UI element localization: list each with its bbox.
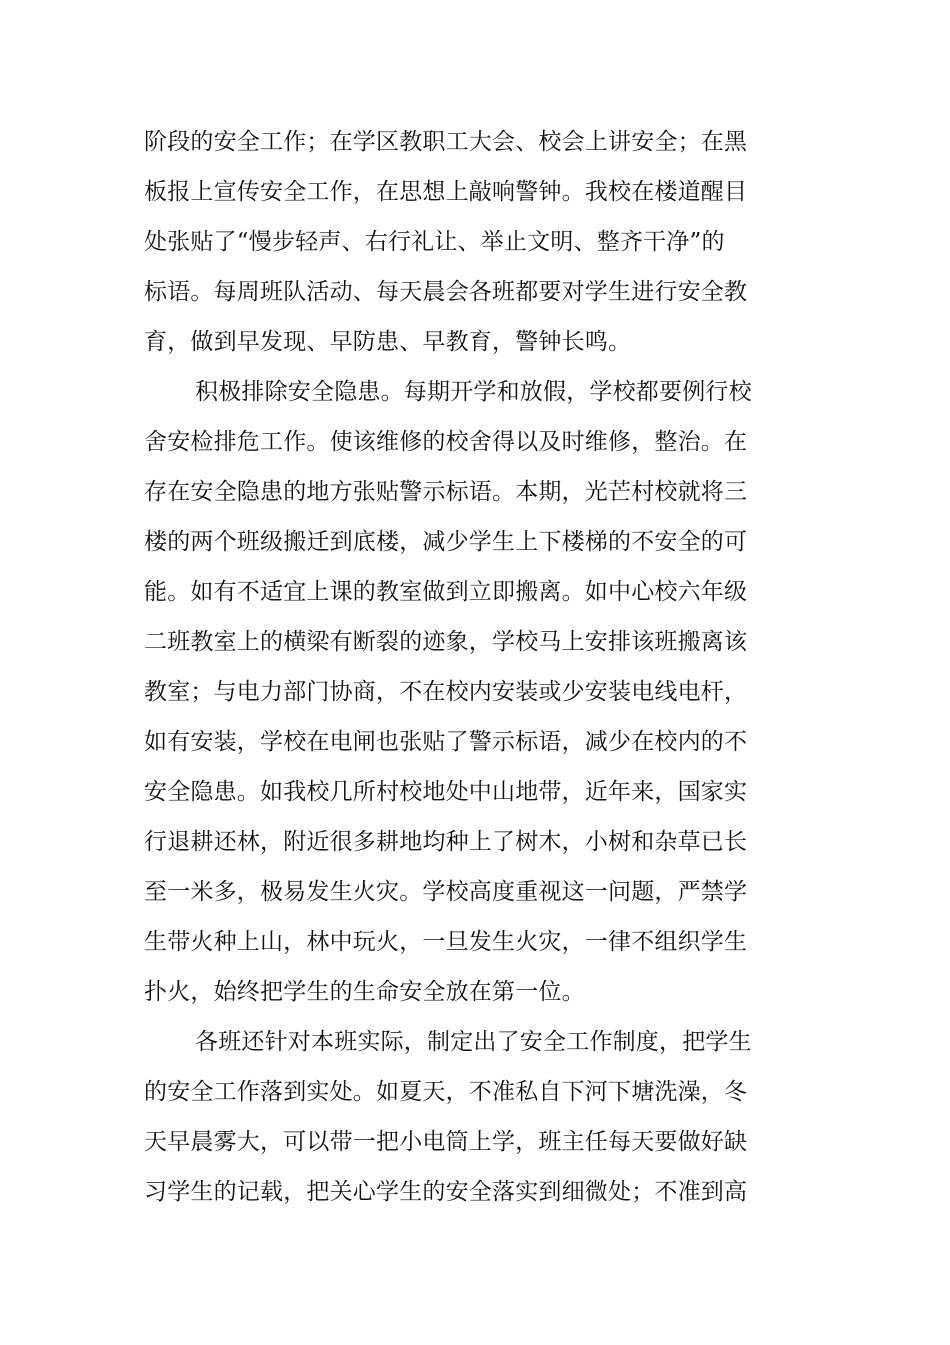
text-line: 标语。每周班队活动、每天晨会各班都要对学生进行安全教	[144, 279, 748, 305]
text-line: 育，做到早发现、早防患、早教育，警钟长鸣。	[144, 329, 632, 355]
text-line: 板报上宣传安全工作，在思想上敲响警钟。我校在楼道醒目	[144, 179, 748, 205]
text-line: 天早晨雾大，可以带一把小电筒上学，班主任每天要做好缺	[144, 1129, 748, 1155]
text-line: 扑火，始终把学生的生命安全放在第一位。	[144, 979, 585, 1005]
text-line: 存在安全隐患的地方张贴警示标语。本期，光芒村校就将三	[144, 479, 748, 505]
text-line: 生带火种上山，林中玩火，一旦发生火灾，一律不组织学生	[144, 929, 748, 955]
text-line: 至一米多，极易发生火灾。学校高度重视这一问题，严禁学	[144, 879, 748, 905]
text-line: 如有安装，学校在电闸也张贴了警示标语，减少在校内的不	[144, 729, 748, 755]
paragraph-start-line: 积极排除安全隐患。每期开学和放假，学校都要例行校	[195, 379, 752, 405]
text-line: 舍安检排危工作。使该维修的校舍得以及时维修，整治。在	[144, 429, 748, 455]
text-line: 教室；与电力部门协商，不在校内安装或少安装电线电杆，	[144, 679, 748, 705]
text-line: 能。如有不适宜上课的教室做到立即搬离。如中心校六年级	[144, 579, 748, 605]
text-line: 行退耕还林，附近很多耕地均种上了树木，小树和杂草已长	[144, 829, 748, 855]
text-line: 安全隐患。如我校几所村校地处中山地带，近年来，国家实	[144, 779, 748, 805]
text-line: 的安全工作落到实处。如夏天，不准私自下河下塘洗澡，冬	[144, 1079, 748, 1105]
text-line: 楼的两个班级搬迁到底楼，减少学生上下楼梯的不安全的可	[144, 529, 748, 555]
text-line: 处张贴了“慢步轻声、右行礼让、举止文明、整齐干净”的	[144, 229, 725, 255]
text-line: 阶段的安全工作；在学区教职工大会、校会上讲安全；在黑	[144, 129, 748, 155]
text-line: 习学生的记载，把关心学生的安全落实到细微处；不准到高	[144, 1179, 748, 1205]
paragraph-start-line: 各班还针对本班实际，制定出了安全工作制度，把学生	[195, 1029, 752, 1055]
text-line: 二班教室上的横梁有断裂的迹象，学校马上安排该班搬离该	[144, 629, 748, 655]
